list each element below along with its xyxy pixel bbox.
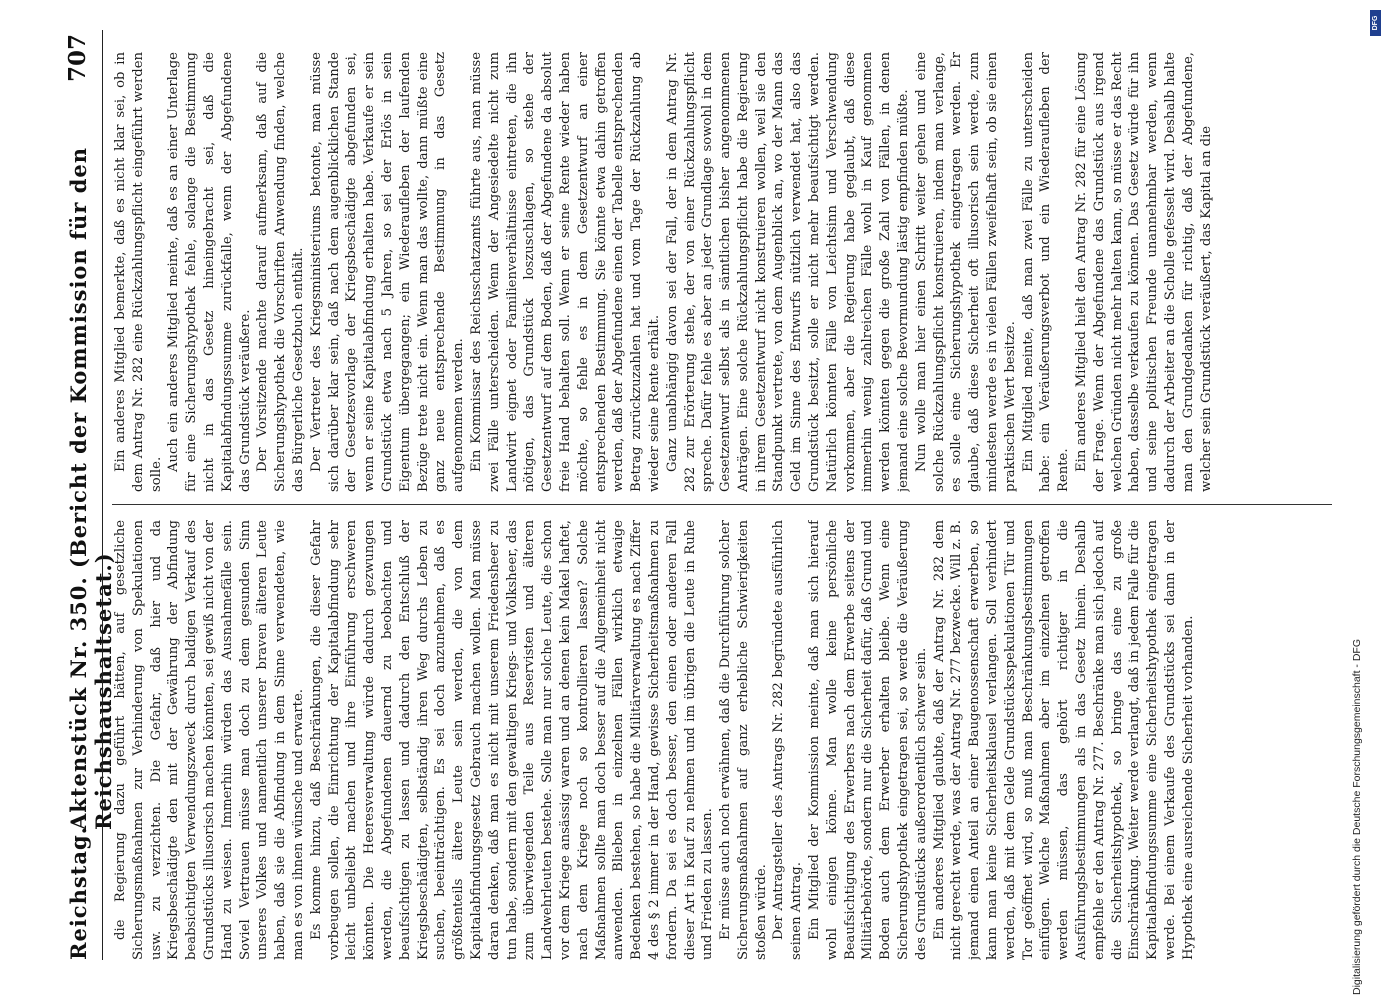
paragraph: Es komme hinzu, daß Beschränkungen, die dieser Gefahr vorbeugen sollen, die Einrichtung der Kapitalabfindung sehr leicht unbeliebt machen und ihre Einführung erschweren könnten. Die Heeresverwaltung würde dadurch gezwungen werden, die Abgefundenen dauernd zu beobachten und beaufsichtigen zu lassen und dadurch den Entschluß der Kriegsbeschädigten, selbständig ihren Weg durchs Leben zu suchen, beeinträchtigen. Es sei doch anzunehmen, daß es größtenteils ältere Leute sein werden, die von dem Kapitalabfindungsgesetz Gebrauch machen wollen. Man müsse daran denken, daß man es nicht mit unserem Friedensheer zu tun habe, sondern mit den gewaltigen Kriegs- und Volksheer, das zum überwiegenden Teile aus Reservisten und älteren Landwehrleuten bestehe. Solle man nur solche Leute, die schon vor dem Kriege ansässig waren und an denen kein Makel haftet, nach dem Kriege noch so kontrollieren lassen? Solche Maßnahmen sollte man doch besser auf die Allgemeinheit nicht anwenden. Blieben in einzelnen Fällen wirklich etwaige Bedenken bestehen, so habe die Militärverwaltung es nach Ziffer 4 des § 2 immer in der Hand, gewisse Sicherheitsmaßnahmen zu fordern. Da sei es doch besser, den einen oder anderen Fall dieser Art in Kauf zu nehmen und im übrigen die Leute in Ruhe und Frieden zu lassen. — [308, 520, 716, 960]
paragraph: Ein anderes Mitglied hielt den Antrag Nr. 282 für eine Lösung der Frage. Wenn der Abgefundene das Grundstück aus irgend welchen Gründen nicht mehr halten kann, so müsse er das Recht haben, dasselbe verkaufen zu können. Das Gesetz würde für ihn und seine politischen Freunde unannehmbar werden, wenn dadurch der Arbeiter an die Scholle gefesselt wird. Deshalb halte man den Grundgedanken für richtig, daß der Abgefundene, welcher sein Grundstück veräußert, das Kapital an die — [1074, 52, 1214, 492]
paragraph: Der Vorsitzende machte darauf aufmerksam, daß auf die Sicherungshypothek die Vorschriften Anwendung finden, welche das Bürgerliche Gesetzbuch enthält. — [255, 52, 306, 492]
page-number: 707 — [64, 34, 91, 83]
dfg-logo — [1370, 10, 1381, 36]
text-column-left — [112, 520, 1337, 960]
text-column-right — [112, 52, 1337, 492]
header-title: Aktenstück Nr. 350. (Bericht der Kommission für den Reichshaushaltsetat.) — [66, 146, 116, 830]
paragraph: Der Antragsteller des Antrags Nr. 282 begründete ausführlich seinen Antrag. — [771, 520, 805, 960]
paragraph: Der Vertreter des Kriegsministeriums betonte, man müsse sich darüber klar sein, daß nach dem augenblicklichen Stande der Gesetzesvorlage der Kriegsbeschädigte abgefunden sei, wenn er seine Kapitalabfindung erhalten habe. Verkaufe er sein Grundstück etwa nach 5 Jahren, so sei der Erlös in sein Eigentum übergegangen; ein Wiederaufleben der laufenden Bezüge trete nicht ein. Wenn man das wollte, dann müßte eine ganz neue entsprechende Bestimmung in das Gesetz aufgenommen werden. — [308, 52, 467, 492]
paragraph: Ein Mitglied der Kommission meinte, daß man sich hierauf wohl einigen könne. Man wolle keine persönliche Beaufsichtigung des Erwerbers nach dem Erwerbe seitens der Militärbehörde, sondern nur die Sicherheit dafür, daß Grund und Boden auch dem Erwerber erhalten bleibe. Wenn eine Sicherungshypothek eingetragen sei, so werde die Veräußerung des Grundstücks außerordentlich schwer sein. — [807, 520, 929, 960]
paragraph: Ein anderes Mitglied bemerkte, daß es nicht klar sei, ob in dem Antrag Nr. 282 eine Rückzahlungspflicht eingeführt werden solle. — [113, 52, 164, 492]
paragraph: Ganz unabhängig davon sei der Fall, der in dem Antrag Nr. 282 zur Erörterung stehe, der von einer Rückzahlungspflicht spreche. Dafür fehle es aber an jeder Grundlage sowohl in dem Gesetzentwurf selbst als in sämtlichen bisher angenommenen Anträgen. Eine solche Rückzahlungspflicht habe die Regierung in ihrem Gesetzentwurf nicht konstruieren wollen, weil sie den Standpunkt vertrete, von dem Augenblick an, wo der Mann das Geld im Sinne des Entwurfs nützlich verwendet hat, also das Grundstück besitzt, solle er nicht mehr beaufsichtigt werden. Natürlich könnten Fälle von Leichtsinn und Verschwendung vorkommen, aber die Regierung habe geglaubt, daß diese immerhin wenig zahlreichen Fälle wohl in Kauf genommen werden könnten gegen die große Zahl von Fällen, in denen jemand eine solche Bevormundung lästig empfinden müßte. — [664, 52, 912, 492]
paragraph: die Regierung dazu geführt hätten, auf gesetzliche Sicherungsmaßnahmen zur Verhinderung von Spekulationen usw. zu verzichten. Die Gefahr, daß hier und da Kriegsbeschädigte den mit der Gewährung der Abfindung beabsichtigten Verwendungszweck durch baldigen Verkauf des Grundstücks illusorisch machen könnten, sei gewiß nicht von der Hand zu weisen. Immerhin würden das Ausnahmefälle sein. Soviel Vertrauen müsse man doch zu dem gesunden Sinn unseres Volkes und namentlich unserer braven älteren Leute haben, daß sie die Abfindung in dem Sinne verwendeten, wie man es von ihnen wünsche und erwarte. — [113, 520, 306, 960]
header-rule — [102, 30, 103, 960]
paragraph: Auch ein anderes Mitglied meinte, daß es an einer Unterlage für eine Sicherungshypothek fehle, solange die Bestimmung nicht in das Gesetz hineingebracht sei, daß die Kapitalabfindungssumme zurückfalle, wenn der Abgefundene das Grundstück veräußere. — [166, 52, 253, 492]
paragraph: Ein anderes Mitglied glaubte, daß der Antrag Nr. 282 dem nicht gerecht werde, was der Antrag Nr. 277 bezwecke. Will z. B. jemand einen Anteil an einer Baugenossenschaft erwerben, so kann man keine Sicherheitsklausel verlangen. Soll verhindert werden, daß mit dem Gelde Grundstücksspekulationen Tür und Tor geöffnet wird, so muß man Beschränkungsbestimmungen einfügen. Welche Maßnahmen aber im einzelnen getroffen werden müssen, das gehört richtiger in die Ausführungsbestimmungen als in das Gesetz hinein. Deshalb empfehle er den Antrag Nr. 277. Beschränke man sich jedoch auf die Sicherheitshypothek, so bringe das eine zu große Einschränkung. Weiter werde verlangt, daß in jedem Falle für die Kapitalabfindungssumme eine Sicherheitshypothek eingetragen werde. Bei einem Verkaufe des Grundstücks sei dann in der Hypothek eine ausreichende Sicherheit vorhanden. — [931, 520, 1196, 960]
paragraph: Ein Mitglied meinte, daß man zwei Fälle zu unterscheiden habe: ein Veräußerungsverbot und ein Wiederaufleben der Rente. — [1020, 52, 1072, 492]
rotated-page-content — [60, 30, 1345, 960]
column-divider — [112, 504, 1332, 505]
dfg-logo-text: DFG — [1372, 15, 1379, 31]
paragraph: Er müsse auch noch erwähnen, daß die Durchführung solcher Sicherungsmaßnahmen auf ganz erhebliche Schwierigkeiten stoßen würde. — [718, 520, 769, 960]
digitization-credit — [1340, 10, 1370, 995]
paragraph: Nun wolle man hier einen Schritt weiter gehen und eine solche Rückzahlungspflicht konstruieren, indem man verlange, es solle eine Sicherungshypothek eingetragen werden. Er glaube, daß diese Sicherheit oft illusorisch sein werde, zum mindesten werde es in vielen Fällen zweifelhaft sein, ob sie einen praktischen Wert besitze. — [913, 52, 1018, 492]
running-header — [60, 30, 116, 960]
digitization-credit-text: Digitalisierung gefördert durch die Deutsche Forschungsgemeinschaft - DFG — [1351, 638, 1363, 995]
paragraph: Ein Kommissar des Reichsschatzamts führte aus, man müsse zwei Fälle unterscheiden. Wenn der Angesiedelte nicht zum Landwirt eignet oder Familienverhältnisse eintreten, die ihn nötigen, das Grundstück loszuschlagen, so stehe der Gesetzentwurf auf dem Boden, daß der Abgefundene da absolut freie Hand behalten soll. Wenn er seine Rente wieder haben möchte, so fehle es in dem Gesetzentwurf an einer entsprechenden Bestimmung. Sie könnte etwa dahin getroffen werden, daß der Abgefundene einen der Tabelle entsprechenden Betrag zurückzuzahlen hat und vom Tage der Rückzahlung ab wieder seine Rente erhält. — [468, 52, 662, 492]
header-left: Reichstag. — [66, 826, 91, 960]
